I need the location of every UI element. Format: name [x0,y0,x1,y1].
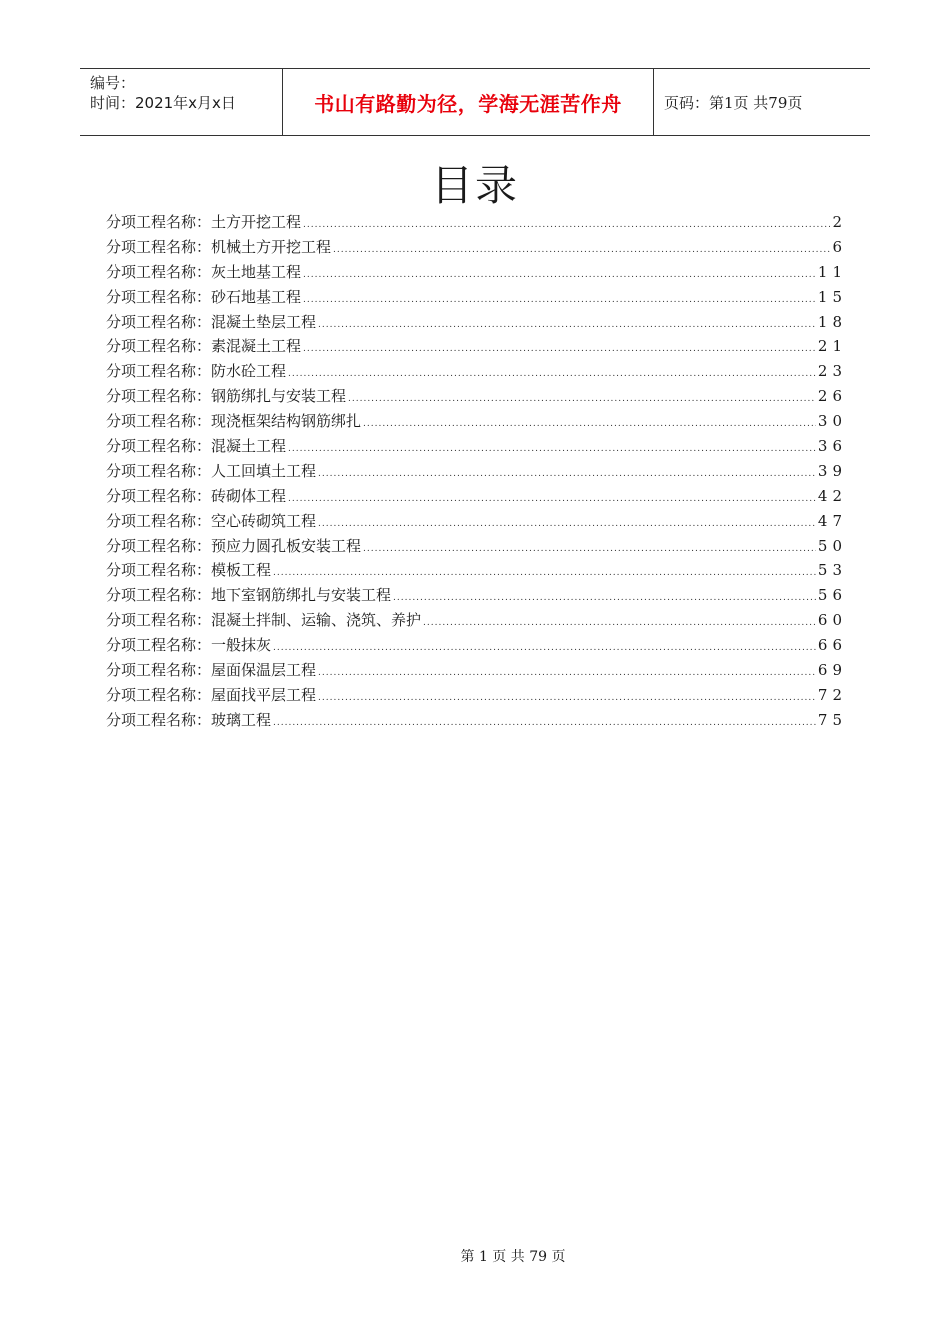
header-time-label: 时间：2021年x月x日 [90,94,236,112]
toc-item[interactable] [106,633,847,658]
toc-item-page: 47 [817,511,847,530]
toc-item-label: 分项工程名称：玻璃工程 [106,710,272,729]
toc-item-label: 分项工程名称：屋面保温层工程 [106,661,317,680]
toc-item[interactable] [106,459,847,484]
toc-dot-leader [288,437,816,462]
toc-item[interactable] [106,334,847,359]
toc-dot-leader [423,611,816,636]
toc-dot-leader [303,263,816,288]
toc-dot-leader [318,313,816,338]
toc-item[interactable] [106,235,847,260]
toc-item-label: 分项工程名称：地下室钢筋绑扎与安装工程 [106,586,392,605]
toc-item[interactable] [106,260,847,285]
toc-item-page: 11 [817,262,847,281]
toc-item-page: 15 [817,287,847,306]
toc-item-page: 72 [817,685,847,704]
toc-dot-leader [303,337,816,362]
toc-item[interactable] [106,658,847,683]
toc-item-label: 分项工程名称：砂石地基工程 [106,287,302,306]
toc-item-label: 分项工程名称：砖砌体工程 [106,486,287,505]
toc-item[interactable] [106,683,847,708]
toc-dot-leader [303,213,830,238]
toc-item[interactable] [106,583,847,608]
page-footer: 第 1 页 共 79 页 [460,1249,566,1265]
toc-item-label: 分项工程名称：现浇框架结构钢筋绑扎 [106,412,362,431]
toc-dot-leader [318,462,816,487]
toc-dot-leader [318,512,816,537]
toc-item-label: 分项工程名称：模板工程 [106,561,272,580]
toc-item-label: 分项工程名称：混凝土拌制、运输、浇筑、养护 [106,611,422,630]
toc-dot-leader [273,636,816,661]
toc-item[interactable] [106,509,847,534]
toc-item-page: 69 [817,661,847,680]
toc-item-label: 分项工程名称：防水砼工程 [106,362,287,381]
toc-dot-leader [318,661,816,686]
toc-item[interactable] [106,409,847,434]
toc-dot-leader [303,288,816,313]
toc-item-page: 21 [817,337,847,356]
toc-item[interactable] [106,608,847,633]
toc-item-page: 50 [817,536,847,555]
toc-item-page: 26 [817,387,847,406]
header-number-label: 编号： [90,74,136,92]
toc-item-label: 分项工程名称：人工回填土工程 [106,461,317,480]
toc-item-page: 6 [832,237,847,256]
toc-item-page: 2 [832,213,847,231]
toc-dot-leader [288,362,816,387]
toc-item[interactable] [106,310,847,335]
toc-item[interactable] [106,285,847,310]
toc-dot-leader [333,238,830,263]
toc-item-page: 53 [817,561,847,580]
toc-list [106,210,847,733]
page-header [80,68,870,136]
toc-dot-leader [363,537,816,562]
toc-item-label: 分项工程名称：机械土方开挖工程 [106,237,332,256]
toc-item-label: 分项工程名称：钢筋绑扎与安装工程 [106,387,347,406]
header-page-info: 页码：第1页 共79页 [664,93,803,112]
toc-item-label: 分项工程名称：素混凝土工程 [106,337,302,356]
toc-item-label: 分项工程名称：土方开挖工程 [106,213,302,231]
toc-item-page: 30 [817,412,847,431]
header-motto: 书山有路勤为径，学海无涯苦作舟 [282,69,654,135]
toc-item-page: 66 [817,636,847,655]
toc-item[interactable] [106,359,847,384]
toc-item[interactable] [106,534,847,559]
toc-dot-leader [348,387,816,412]
header-meta [80,69,282,135]
toc-item[interactable] [106,434,847,459]
toc-dot-leader [288,487,816,512]
toc-item-page: 75 [817,710,847,729]
toc-item-page: 36 [817,437,847,456]
toc-item-page: 56 [817,586,847,605]
toc-item-page: 39 [817,461,847,480]
toc-item-label: 分项工程名称：空心砖砌筑工程 [106,511,317,530]
toc-title: 目录 [430,161,519,210]
toc-item-page: 23 [817,362,847,381]
toc-item-label: 分项工程名称：预应力圆孔板安装工程 [106,536,362,555]
toc-dot-leader [273,711,816,736]
toc-item[interactable] [106,484,847,509]
toc-item-label: 分项工程名称：混凝土工程 [106,437,287,456]
toc-dot-leader [393,586,816,611]
toc-dot-leader [318,686,816,711]
toc-item-label: 分项工程名称：一般抹灰 [106,636,272,655]
toc-item-page: 18 [817,312,847,331]
toc-item[interactable] [106,708,847,733]
toc-dot-leader [363,412,816,437]
toc-item[interactable] [106,558,847,583]
toc-item-label: 分项工程名称：灰土地基工程 [106,262,302,281]
toc-item-page: 60 [817,611,847,630]
toc-item[interactable] [106,210,847,235]
toc-item-label: 分项工程名称：混凝土垫层工程 [106,312,317,331]
toc-item[interactable] [106,384,847,409]
toc-item-page: 42 [817,486,847,505]
toc-item-label: 分项工程名称：屋面找平层工程 [106,685,317,704]
